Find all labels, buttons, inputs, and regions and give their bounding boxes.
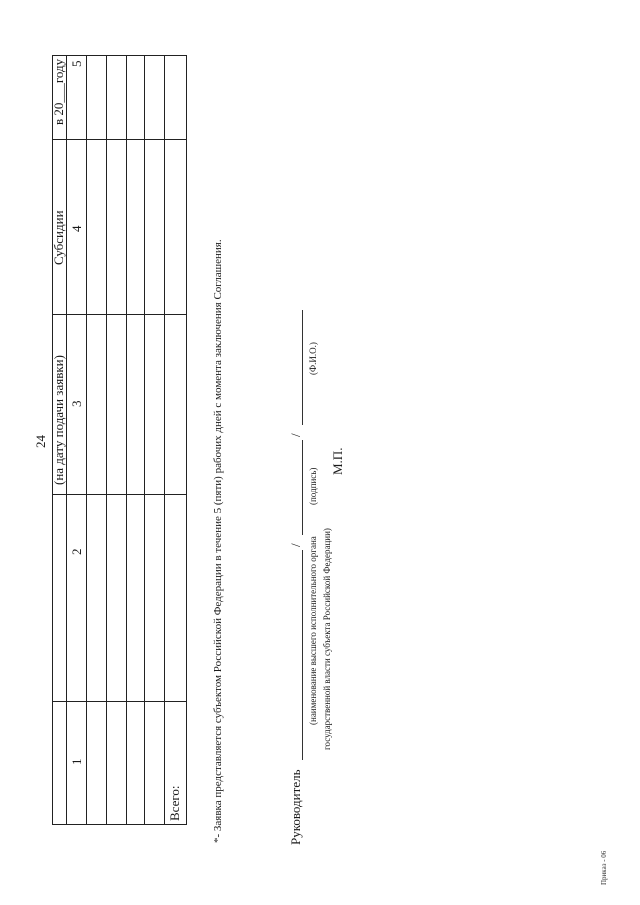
stamp-place: М.П. <box>330 447 345 475</box>
signature-block <box>280 245 360 845</box>
table-row-line <box>66 55 67 825</box>
table-border-right <box>52 55 187 56</box>
signature-line <box>302 440 303 535</box>
table-row-line <box>144 55 145 825</box>
requirements-table <box>52 55 187 825</box>
header-subsidy: Субсидии <box>51 210 66 265</box>
col-number-2: 2 <box>69 548 84 555</box>
col-number-3: 3 <box>69 400 84 407</box>
table-row-line <box>86 55 87 825</box>
slash-1: / <box>288 543 303 547</box>
table-col-line <box>52 314 187 315</box>
org-name-line <box>302 550 303 760</box>
page-number: 24 <box>33 435 48 448</box>
table-row-line <box>164 55 165 825</box>
signature-label: Руководитель <box>288 769 303 845</box>
header-period: (на дату подачи заявки) <box>51 355 66 485</box>
table-border-bottom <box>186 55 187 825</box>
caption-org-line2: государственной власти субъекта Российской Федерации) <box>322 528 332 750</box>
table-col-line <box>52 494 187 495</box>
table-col-line <box>52 139 187 140</box>
col-number-1: 1 <box>69 758 84 765</box>
header-year-blank: ___ <box>51 83 66 103</box>
table-row-line <box>126 55 127 825</box>
header-year-prefix: в 20 <box>51 102 66 125</box>
table-row-line <box>106 55 107 825</box>
fio-line <box>302 310 303 425</box>
slash-2: / <box>288 433 303 437</box>
total-label: Всего: <box>167 785 182 821</box>
col-number-4: 4 <box>69 225 84 232</box>
header-year <box>52 59 66 125</box>
caption-org-line1: (наименование высшего исполнительного органа <box>308 536 318 725</box>
footnote: *- Заявка представляется субъектом Российской Федерации в течение 5 (пяти) рабочих дней с момента заключения Соглашения. <box>212 239 224 843</box>
caption-fio: (Ф.И.О.) <box>308 342 318 375</box>
header-year-suffix: году <box>51 58 66 84</box>
col-number-5: 5 <box>69 60 84 67</box>
corner-note: Приказ - 06 <box>600 850 608 885</box>
table-col-line <box>52 701 187 702</box>
table-border-left <box>52 824 187 825</box>
caption-sign: (подпись) <box>308 467 318 505</box>
